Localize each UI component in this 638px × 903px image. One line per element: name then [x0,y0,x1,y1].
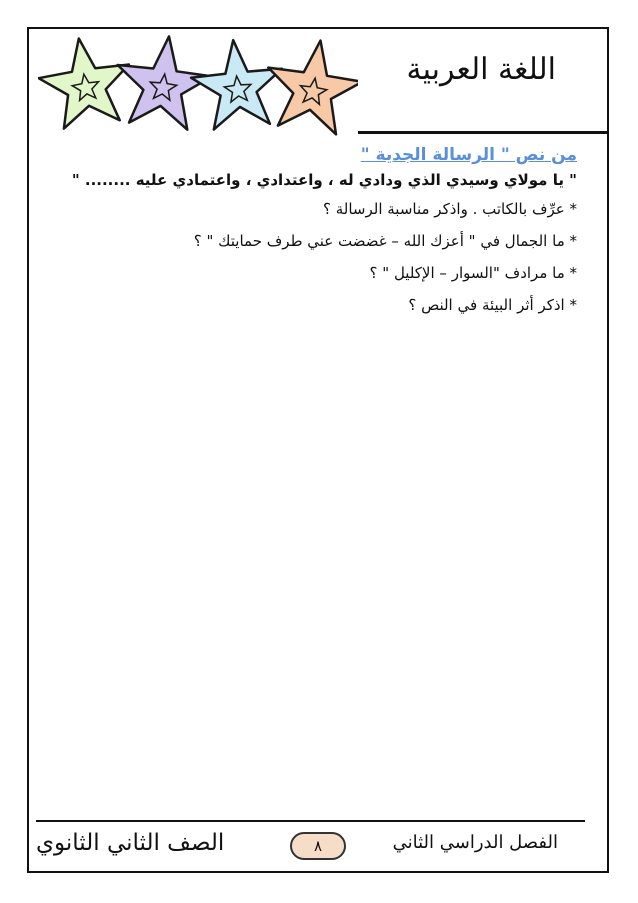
section-heading: من نص " الرسالة الجدية " [360,145,577,165]
main-content [55,145,577,326]
page-number-badge: ٨ [290,832,346,860]
footer-divider [36,820,585,822]
question-3: * ما مرادف "السوار – الإكليل " ؟ [369,264,577,282]
question-4: * اذكر أثر البيئة في النص ؟ [408,296,577,314]
footer-grade: الصف الثاني الثانوي [36,830,225,856]
quote-text: " يا مولاي وسيدي الذي ودادي له ، واعتدادي ، واعتمادي عليه ........ " [71,171,577,189]
question-2: * ما الجمال في " أعزك الله – غضضت عني طرف حمايتك " ؟ [193,232,577,250]
stars-decoration [38,28,358,138]
title-divider [358,131,609,134]
page-title: اللغة العربية [406,52,556,87]
question-1: * عرِّف بالكاتب . واذكر مناسبة الرسالة ؟ [323,200,577,218]
footer-term: الفصل الدراسي الثاني [392,832,558,853]
